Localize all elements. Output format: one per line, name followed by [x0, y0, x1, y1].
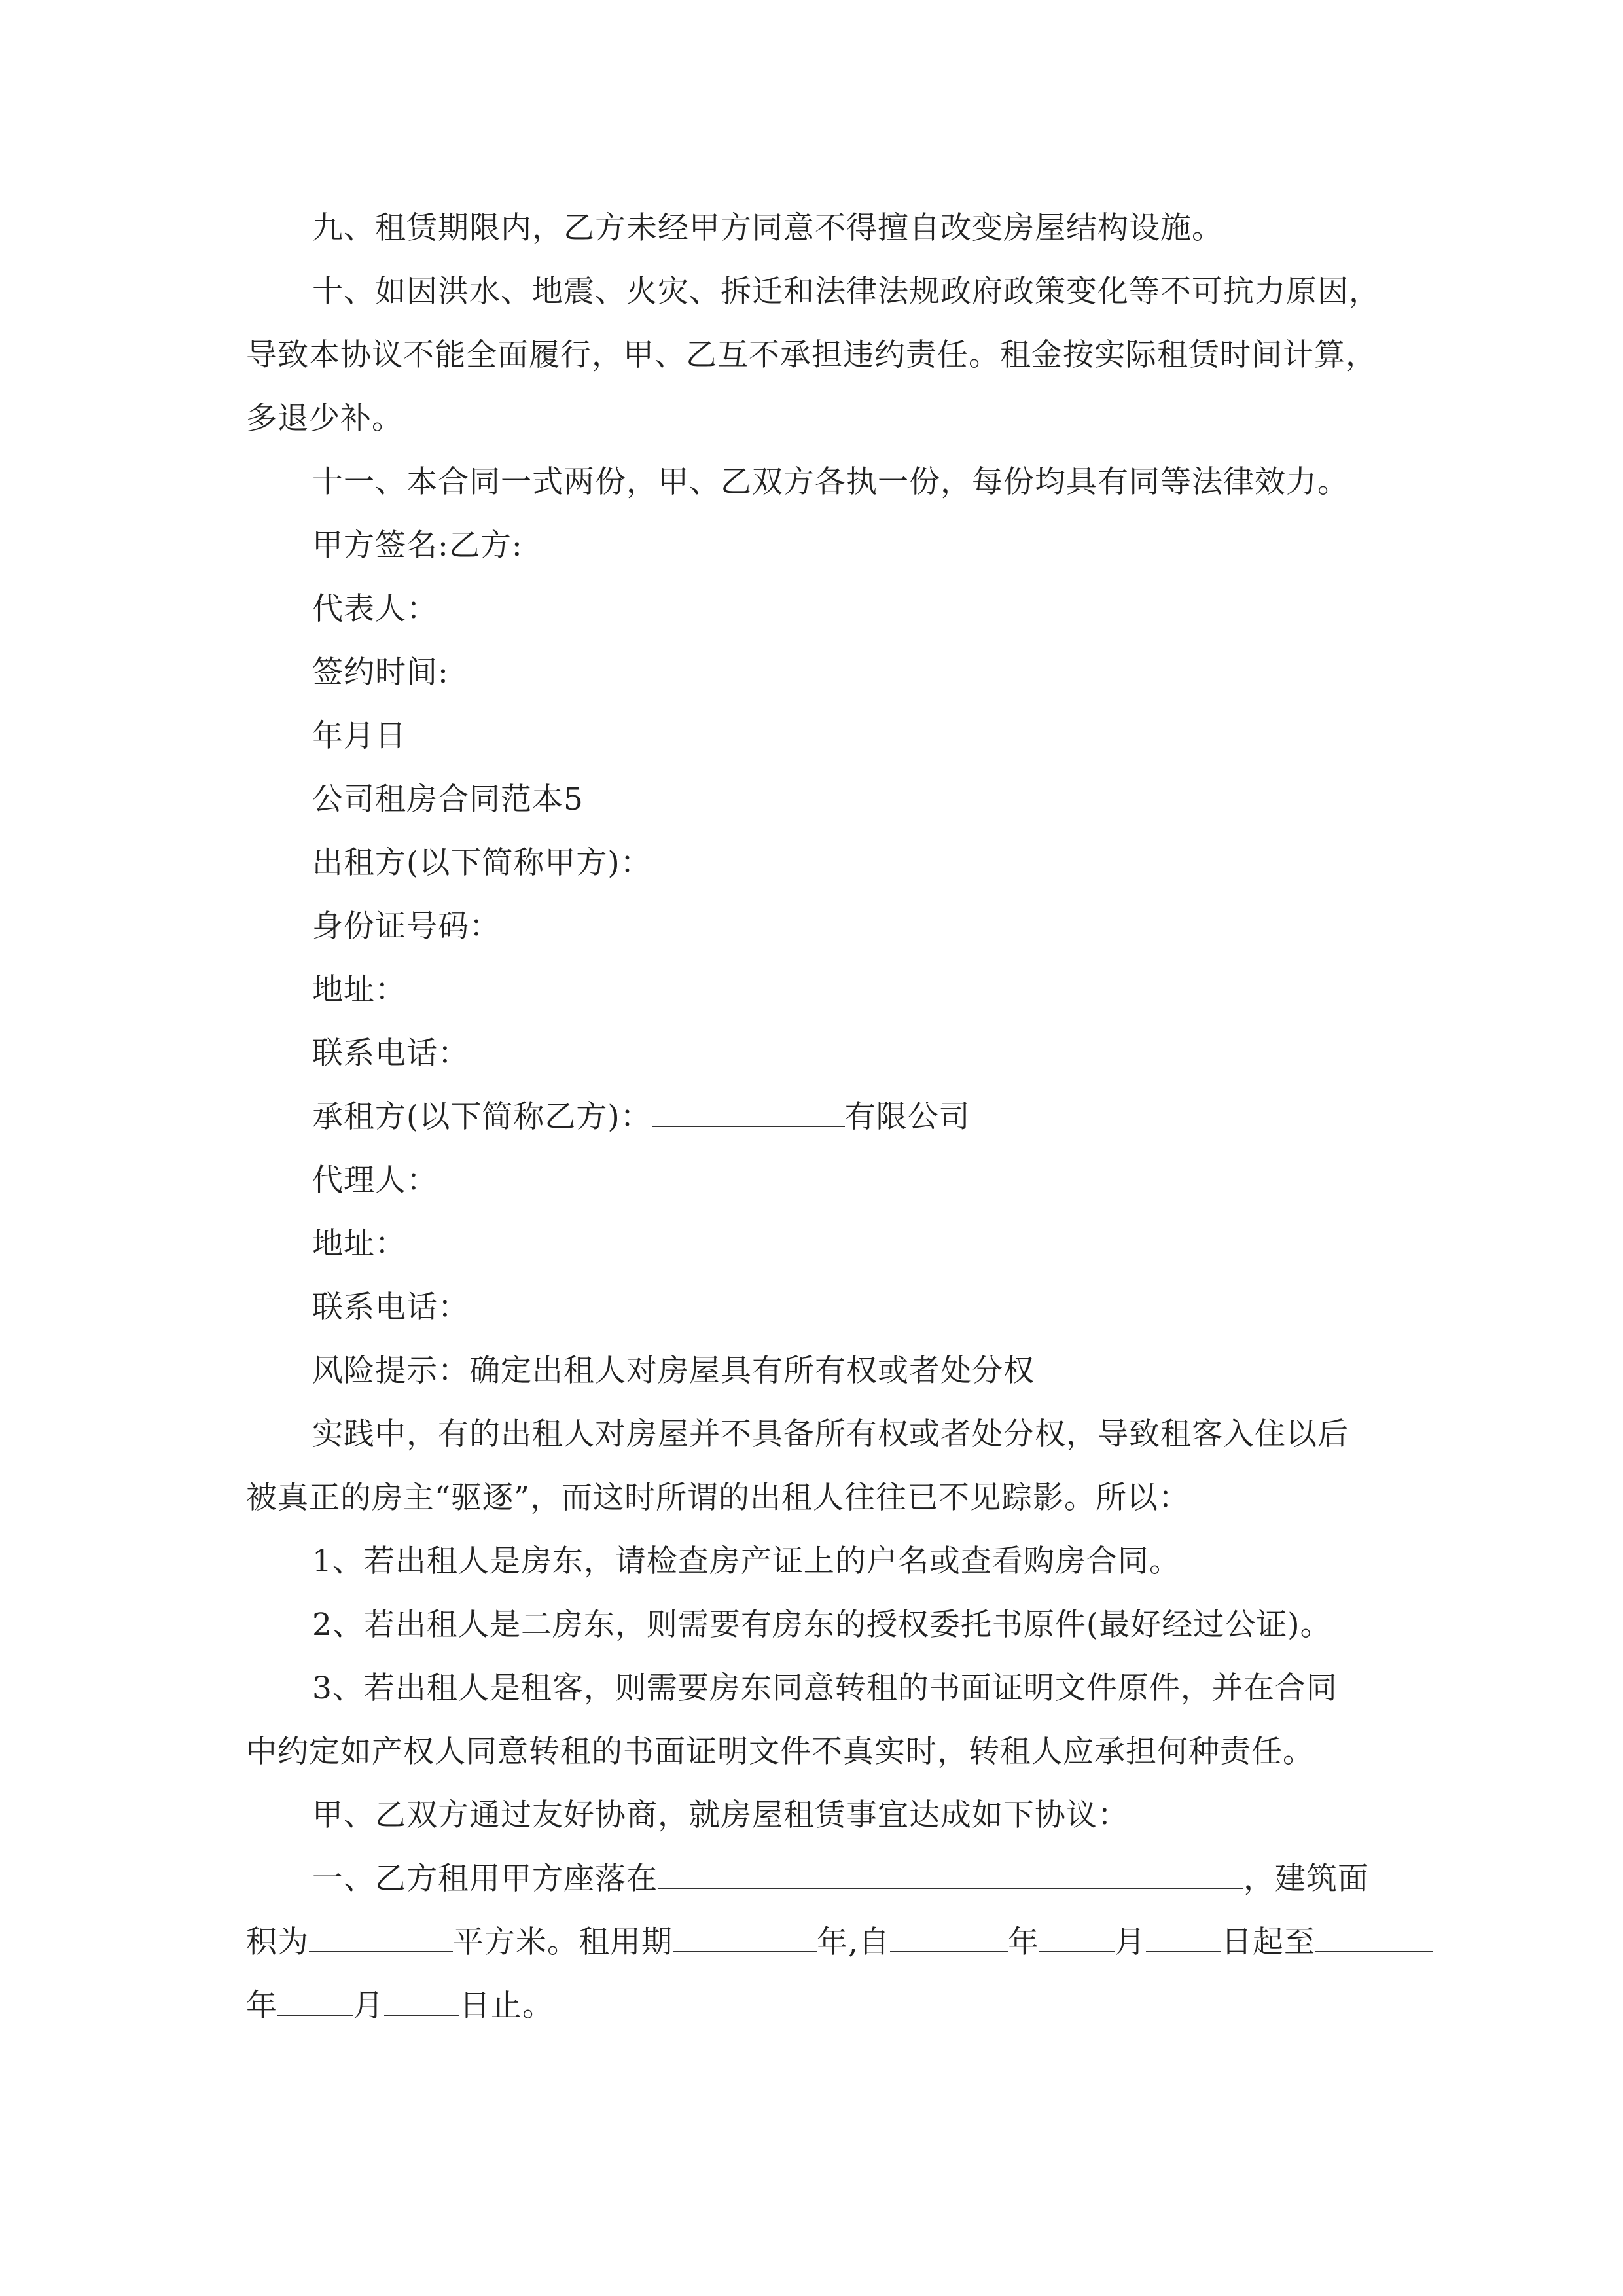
tenant-phone-line: 联系电话：: [312, 1289, 469, 1325]
lease-period-blank[interactable]: [673, 1913, 817, 1952]
representative-line: 代表人：: [312, 591, 438, 627]
start-day-label: 日起至: [1221, 1924, 1315, 1960]
risk-item-1: 1、若出租人是房东，请检查房产证上的户名或查看购房合同。: [312, 1543, 1181, 1579]
clause-one-suffix: ，建筑面: [1243, 1861, 1369, 1897]
tenant-address-line: 地址：: [312, 1226, 406, 1262]
risk-paragraph-line-1: 实践中，有的出租人对房屋并不具备所有权或者处分权，导致租客入住以后: [312, 1416, 1349, 1452]
risk-item-3-line-2: 中约定如产权人同意转租的书面证明文件不真实时，转租人应承担何种责任。: [246, 1734, 1314, 1770]
end-month-label: 月: [353, 1988, 384, 2024]
signature-line: 甲方签名:乙方:: [312, 528, 523, 564]
company-name-blank[interactable]: [652, 1088, 845, 1127]
end-day-label: 日止。: [459, 1988, 554, 2024]
clause-one-line-1: [246, 1847, 1385, 1910]
area-label: 积为: [246, 1924, 309, 1960]
risk-item-2: 2、若出租人是二房东，则需要有房东的授权委托书原件(最好经过公证)。: [312, 1607, 1332, 1643]
end-year-blank[interactable]: [1315, 1913, 1433, 1952]
start-month-blank[interactable]: [1039, 1913, 1115, 1952]
id-number-line: 身份证号码：: [312, 908, 501, 944]
area-unit-label: 平方米。租用期: [453, 1924, 673, 1960]
clause-one-line-2: [246, 1910, 1385, 1974]
end-day-blank[interactable]: [384, 1977, 459, 2016]
signing-time-line: 签约时间:: [312, 655, 449, 691]
tenant-label: 承租方(以下简称乙方)：: [312, 1099, 652, 1135]
clause-ten-line-3: 多退少补。: [246, 401, 403, 437]
start-from-label: 年,自: [817, 1924, 890, 1960]
clause-nine: 九、租赁期限内，乙方未经甲方同意不得擅自改变房屋结构设施。: [312, 210, 1223, 246]
document-body: [246, 196, 1385, 2037]
tenant-line: [246, 1085, 1385, 1149]
contract-title: 公司租房合同范本5: [312, 781, 584, 817]
clause-one-prefix: 一、乙方租用甲方座落在: [312, 1861, 658, 1897]
end-year-label: 年: [246, 1988, 277, 2024]
start-month-label: 月: [1114, 1924, 1146, 1960]
lessor-phone-line: 联系电话：: [312, 1035, 469, 1071]
start-day-blank[interactable]: [1146, 1913, 1221, 1952]
start-year-label: 年: [1007, 1924, 1039, 1960]
location-blank[interactable]: [658, 1850, 1243, 1889]
lessor-address-line: 地址：: [312, 972, 406, 1008]
risk-item-3-line-1: 3、若出租人是租客，则需要房东同意转租的书面证明文件原件，并在合同: [312, 1670, 1338, 1706]
date-line: 年月日: [312, 718, 406, 754]
clause-ten-line-2: 导致本协议不能全面履行，甲、乙互不承担违约责任。租金按实际租赁时间计算，: [246, 337, 1377, 373]
clause-eleven: 十一、本合同一式两份，甲、乙双方各执一份，每份均具有同等法律效力。: [312, 464, 1349, 500]
end-month-blank[interactable]: [277, 1977, 353, 2016]
tenant-company-suffix: 有限公司: [844, 1099, 971, 1135]
risk-notice-heading: 风险提示：确定出租人对房屋具有所有权或者处分权: [312, 1353, 1035, 1389]
area-blank[interactable]: [309, 1913, 453, 1952]
agreement-intro: 甲、乙双方通过友好协商，就房屋租赁事宜达成如下协议：: [312, 1797, 1129, 1833]
clause-ten-line-1: 十、如因洪水、地震、火灾、拆迁和法律法规政府政策变化等不可抗力原因，: [312, 274, 1380, 310]
lessor-line: 出租方(以下简称甲方)：: [312, 845, 652, 881]
agent-line: 代理人：: [312, 1162, 438, 1198]
risk-paragraph-line-2: 被真正的房主“驱逐”，而这时所谓的出租人往往已不见踪影。所以：: [246, 1480, 1190, 1516]
clause-one-line-3: [246, 1974, 1385, 2037]
start-year-blank[interactable]: [890, 1913, 1008, 1952]
